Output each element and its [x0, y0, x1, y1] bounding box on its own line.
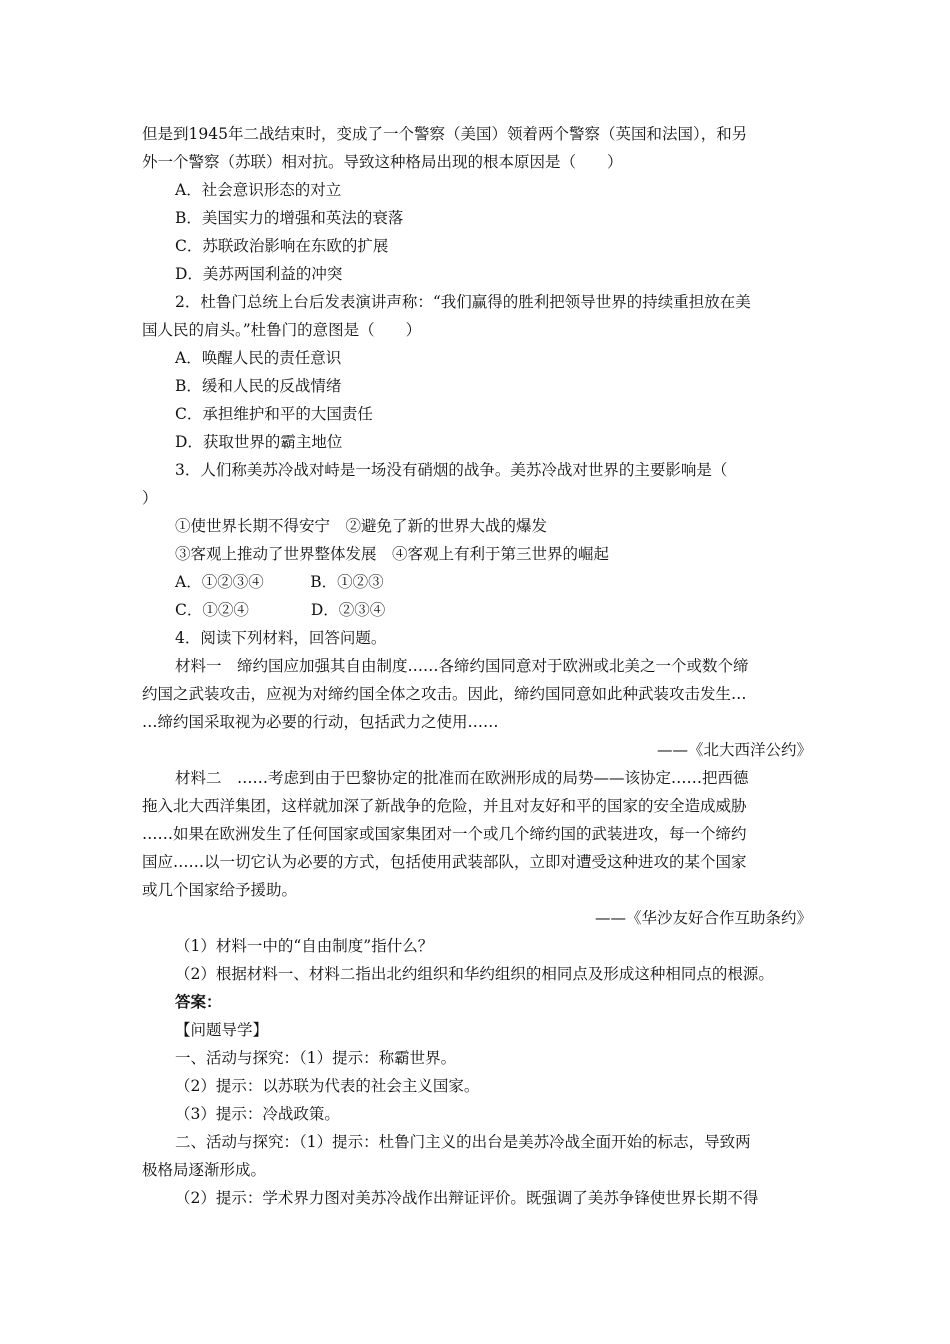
q4-material-2-line-1: 材料二 ……考虑到由于巴黎协定的批准而在欧洲形成的局势——该协定……把西德: [175, 769, 749, 787]
q4-material-2-line-5: 或几个国家给予援助。: [142, 881, 298, 899]
q3-statement-2: ③客观上推动了世界整体发展 ④客观上有利于第三世界的崛起: [175, 545, 610, 563]
q2-option-c: C．承担维护和平的大国责任: [175, 405, 373, 423]
q4-material-2-line-2: 拖入北大西洋集团，这样就加深了新战争的危险，并且对友好和平的国家的安全造成威胁: [142, 797, 747, 815]
q2-option-d: D．获取世界的霸主地位: [175, 433, 343, 451]
q2-option-a: A．唤醒人民的责任意识: [175, 349, 342, 367]
q2-stem-line-1: 2．杜鲁门总统上台后发表演讲声称：“我们赢得的胜利把领导世界的持续重担放在美: [175, 293, 751, 311]
q4-material-1-line-3: …缔约国采取视为必要的行动，包括武力之使用……: [142, 713, 499, 731]
q3-statement-1: ①使世界长期不得安宁 ②避免了新的世界大战的爆发: [175, 517, 548, 535]
q3-stem-line-1: 3．人们称美苏冷战对峙是一场没有硝烟的战争。美苏冷战对世界的主要影响是（: [175, 461, 728, 479]
answer-line-5: （2）提示：学术界力图对美苏冷战作出辩证评价。既强调了美苏争锋使世界长期不得: [175, 1189, 759, 1207]
q4-sub-question-2: （2）根据材料一、材料二指出北约组织和华约组织的相同点及形成这种相同点的根源。: [175, 965, 774, 983]
q4-material-1-line-2: 约国之武装攻击，应视为对缔约国全体之攻击。因此，缔约国同意如此种武装攻击发生…: [142, 685, 747, 703]
answer-line-4-continued: 极格局逐渐形成。: [142, 1161, 267, 1179]
q1-option-d: D．美苏两国利益的冲突: [175, 265, 343, 283]
answer-line-4: 二、活动与探究：（1）提示：杜鲁门主义的出台是美苏冷战全面开始的标志，导致两: [175, 1133, 751, 1151]
q4-material-1-line-1: 材料一 缔约国应加强其自由制度……各缔约国同意对于欧洲或北美之一个或数个缔: [175, 657, 749, 675]
answer-line-3: （3）提示：冷战政策。: [175, 1105, 340, 1123]
answers-section-title: 【问题导学】: [175, 1021, 269, 1039]
answer-line-2: （2）提示：以苏联为代表的社会主义国家。: [175, 1077, 480, 1095]
q4-source-1: ——《北大西洋公约》: [656, 741, 812, 759]
answers-heading: 答案：: [175, 992, 222, 1011]
q4-sub-question-1: （1）材料一中的“自由制度”指什么？: [175, 937, 434, 955]
q1-option-b: B．美国实力的增强和英法的衰落: [175, 209, 404, 227]
q4-material-2-line-4: 国应……以一切它认为必要的方式，包括使用武装部队，立即对遭受这种进攻的某个国家: [142, 853, 747, 871]
document-body: [142, 120, 812, 1212]
q4-material-2-line-3: ……如果在欧洲发生了任何国家或国家集团对一个或几个缔约国的武装进攻，每一个缔约: [142, 825, 747, 843]
q1-option-c: C．苏联政治影响在东欧的扩展: [175, 237, 389, 255]
q1-stem-line-1: 但是到1945年二战结束时，变成了一个警察（美国）领着两个警察（英国和法国），和另: [142, 125, 748, 143]
q3-options-row-2: C．①②④ D．②③④: [175, 601, 386, 619]
q4-source-2: ——《华沙友好合作互助条约》: [594, 909, 812, 927]
q2-stem-line-2: 国人民的肩头。”杜鲁门的意图是（ ）: [142, 321, 422, 339]
q4-stem: 4．阅读下列材料，回答问题。: [175, 629, 387, 647]
q1-option-a: A．社会意识形态的对立: [175, 181, 342, 199]
answer-line-1: 一、活动与探究：（1）提示：称霸世界。: [175, 1049, 457, 1067]
q3-options-row-1: A．①②③④ B．①②③: [175, 573, 384, 591]
q1-stem-line-2: 外一个警察（苏联）相对抗。导致这种格局出现的根本原因是（ ）: [142, 153, 623, 171]
q2-option-b: B．缓和人民的反战情绪: [175, 377, 342, 395]
q3-stem-line-2: ）: [142, 489, 158, 507]
